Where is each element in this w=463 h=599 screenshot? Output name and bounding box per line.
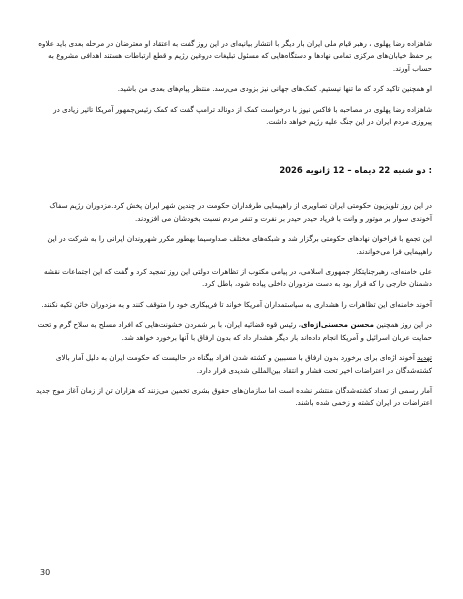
paragraph-casualty-stats: آمار رسمی از تعداد کشته‌شدگان منتشر نشده است اما سازمان‌های حقوق بشری تخمین می‌زنند که هزاران تن از زمان آغاز موج جدید اعتراضات در ایران کشته و زخمی شده باشند. [36,385,432,408]
paragraph-judiciary-chief [36,319,432,344]
paragraph-gathering: این تجمع با فراخوان نهادهای حکومتی برگزار شد و شبکه‌های مختلف صداوسیما بهطور مکرر شهروندان ایرانی را به شرکت در این راهپیمایی فرا می‌خواندند. [47,234,432,256]
threat-underlined-word: تهدید [417,353,432,363]
page-number: 30 [40,568,51,577]
paragraph-khamenei-message: علی خامنه‌ای، رهبرجنایتکار جمهوری اسلامی، در پیامی مکتوب از تظاهرات دولتی این روز تمجید کرد و گفت که این اجتماعات نقشه دشمنان خارجی را که قرار بود به دست مزدوران داخلی پیاده شود، باطل کرد. [43,267,432,289]
paragraph-not-alone: او همچنین تاکید کرد که ما تنها نیستیم. کمک‌های جهانی نیز بزودی می‌رسد. منتظر پیام‌های بعدی من باشید. [117,84,432,94]
threat-rest-text: آخوند اژه‌ای برای برخورد بدون ارفاق با مسببین و کشته شدن افراد بیگناه در حالیست که حکومت ایران به دلیل آمار بالای کشته‌شدگان در اعتراضات اخیر تحت فشار و انتقاد بین‌المللی شدیدی قرار دارد. [55,353,432,375]
paragraph-fox-interview: شاهزاده رضا پهلوی در مصاحبه با فاکس نیوز با درخواست کمک از دونالد ترامپ گفت که کمک رئیس‌جمهور آمریکا تاثیر زیادی در پیروزی مردم ایران در این جنگ علیه رژیم خواهد داشت. [53,104,432,127]
judiciary-intro-text: در این روز همچنین [373,320,432,330]
judiciary-rest-text: ، رئیس قوه قضائیه ایران، با بر شمردن خشونت‌هایی که افراد مسلح به سلاح گرم و تحت حمایت عربان اسرائیل و آمریکا انجام داده‌اند بار دیگر هشدار داد که بدون ارفاق با آنها برخورد خواهد شد. [37,320,432,342]
document-body [36,38,432,418]
paragraph-khamenei-warning: آخوند خامنه‌ای این تظاهرات را هشداری به سیاستمداران آمریکا خواند تا فریبکاری خود را متوقف کنند و به مزدوران خائن تکیه نکنند. [41,299,432,309]
paragraph-threat [36,352,432,377]
paragraph-state-tv: در این روز تلویزیون حکومتی ایران تصاویری از راهپیمایی طرفداران حکومت در چندین شهر ایران پخش کرد.مزدوران رژیم سفاک آخوندی سوار بر موتور و وانت با فریاد حیدر حیدر بر نفرت و تنفر مردم نسبت بخودشان می افزودند. [49,201,432,223]
paragraph-pahlavi-statement: شاهزاده رضا پهلوی ، رهبر قیام ملی ایران بار دیگر با انتشار بیانیه‌ای در این روز گفت به اعتقاد او معترضان در مرحله بعدی باید علاوه بر حفظ خیابان‌های مرکزی تمامی نهادها و دستگاه‌هایی که مسئول تبلیغات دروغین رژیم و قطع ارتباطات هستند اهدافی مشروع به حساب آورند. [38,39,432,73]
date-heading: : دو شنبه 22 دیماه – 12 ژانویه 2026 [279,165,432,176]
judiciary-chief-name: محسن محسنی‌اژه‌ای [300,320,374,330]
